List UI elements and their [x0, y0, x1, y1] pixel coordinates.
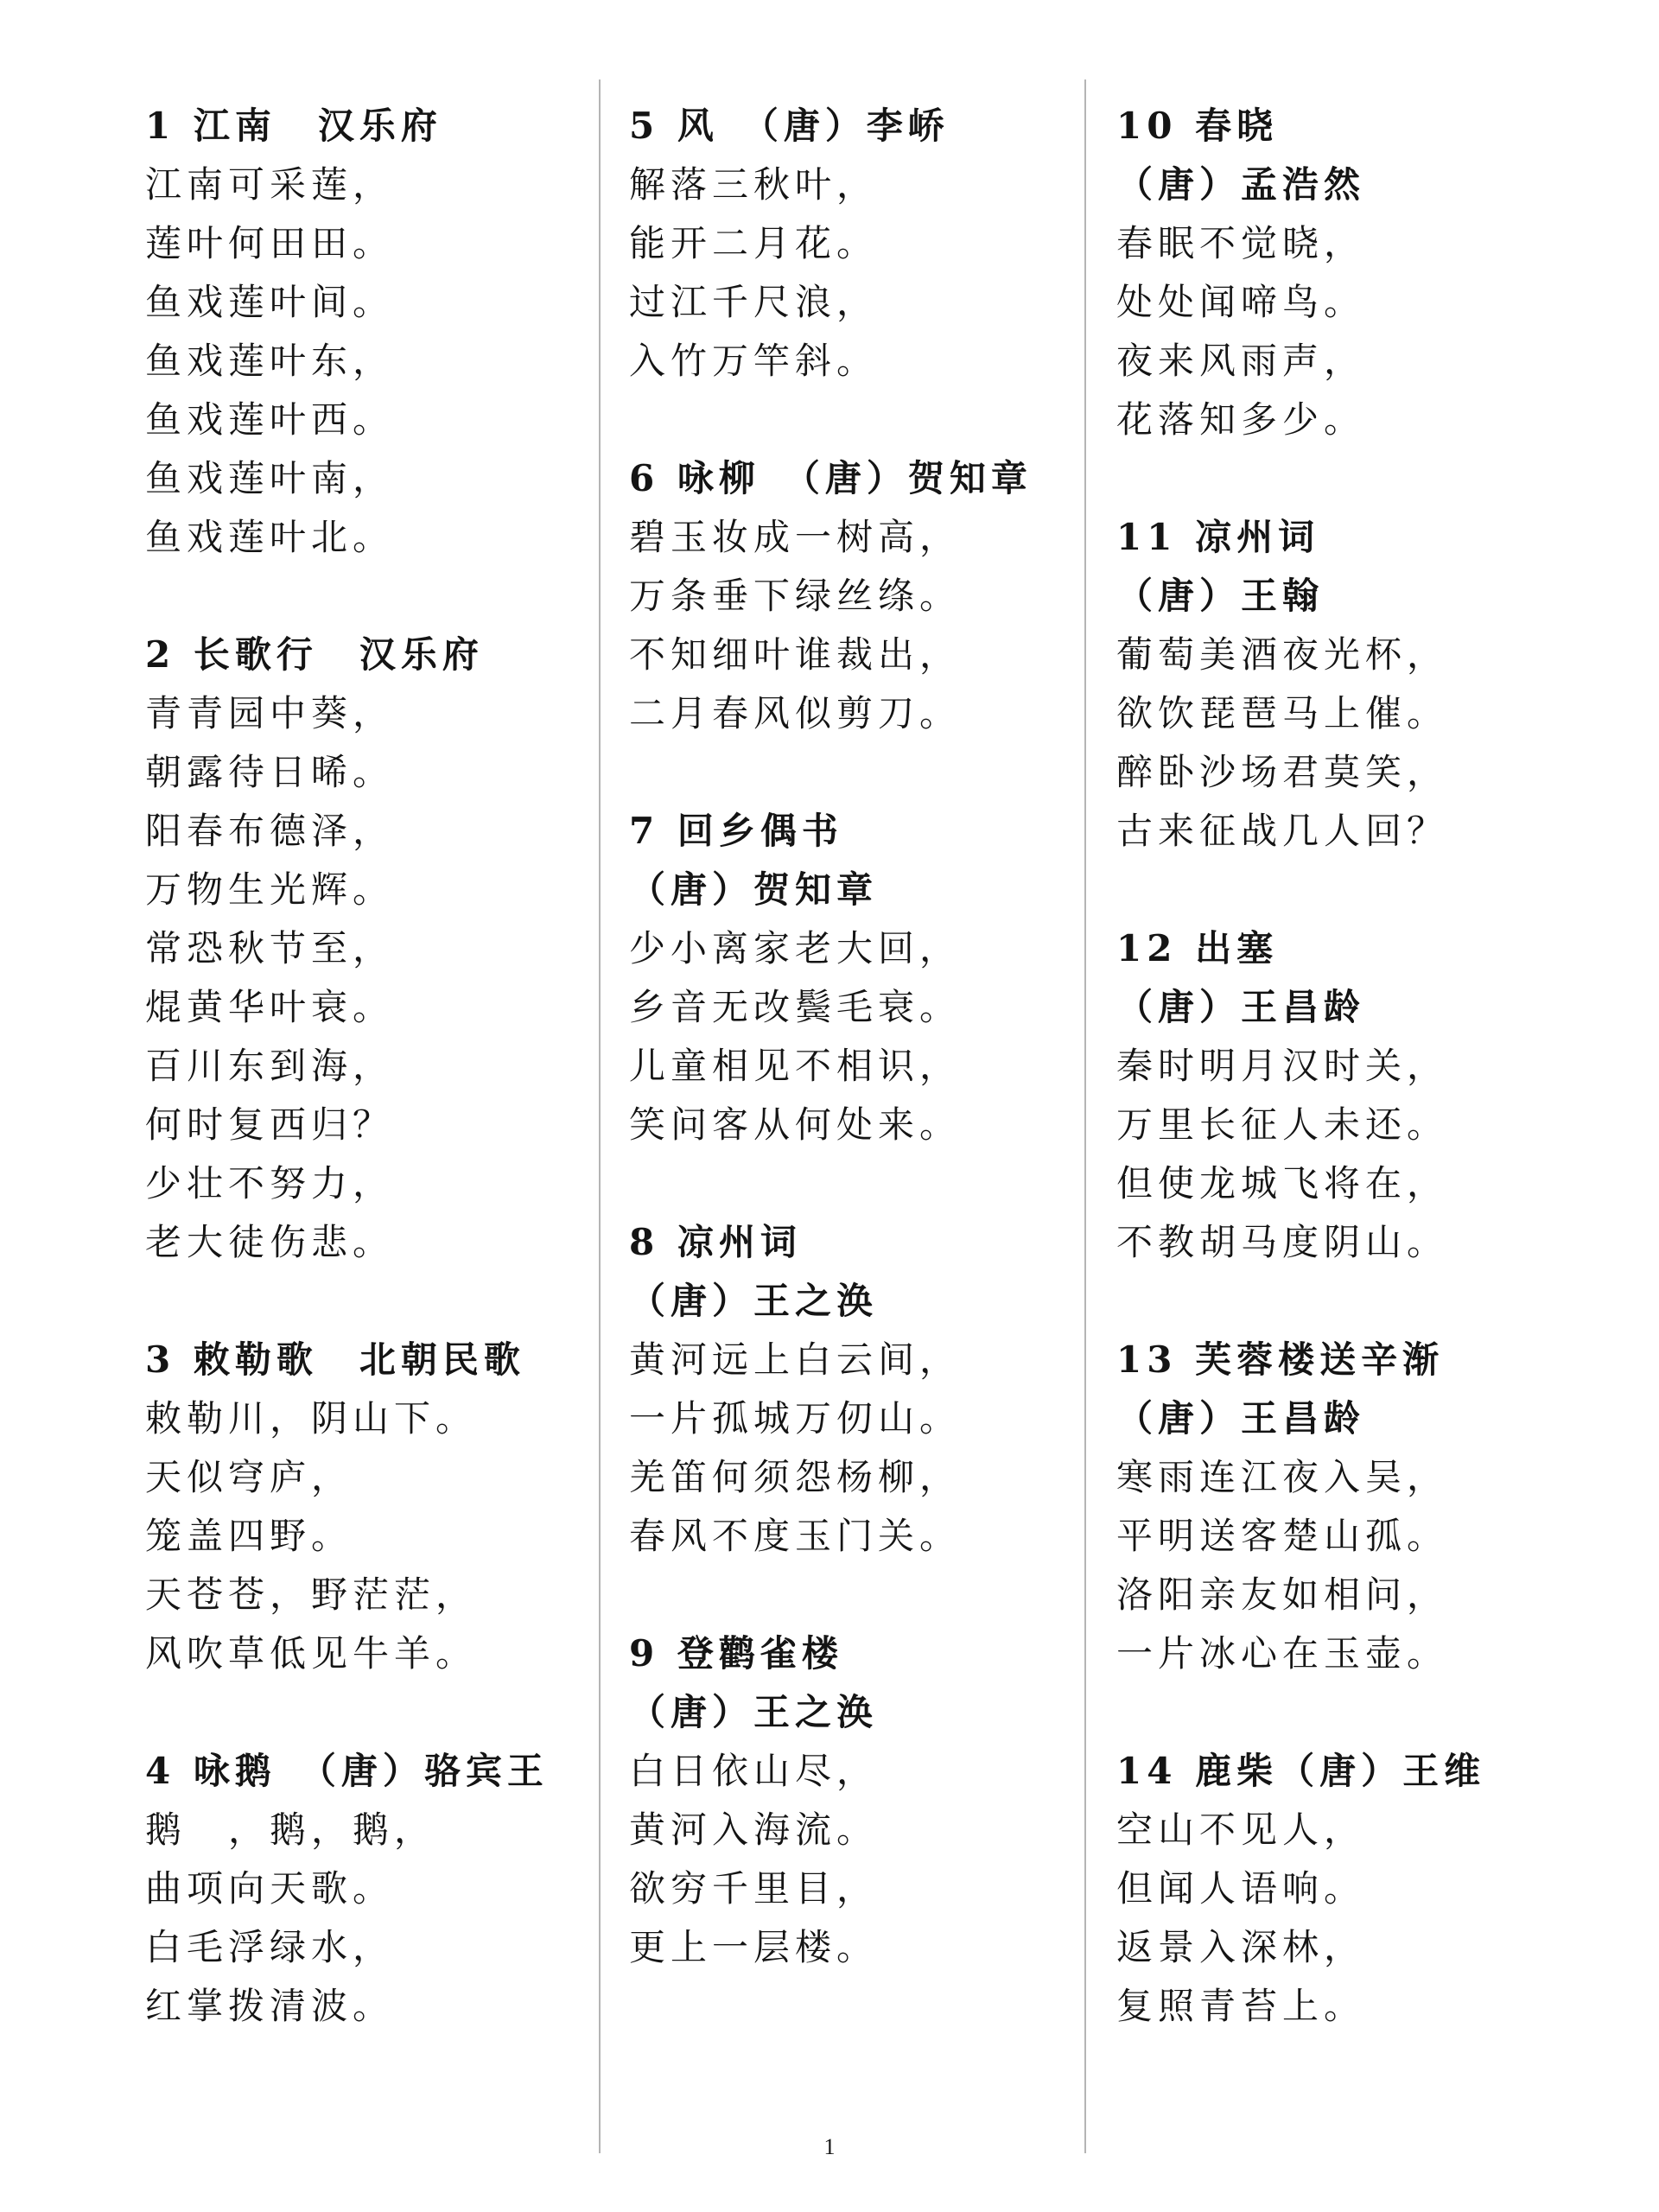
- poem-line: 碧玉妆成一树高，: [629, 516, 962, 558]
- poem-line: 花落知多少。: [1116, 398, 1366, 441]
- poem-line: 葡萄美酒夜光杯，: [1116, 633, 1449, 676]
- poem-line: 常恐秋节至，: [145, 927, 395, 969]
- poem-line: 一片冰心在玉壶。: [1116, 1632, 1449, 1675]
- poem-line: 白日依山尽，: [629, 1750, 879, 1792]
- poem-line: 曲项向天歌。: [145, 1867, 395, 1910]
- poem-line: 寒雨连江夜入吴，: [1116, 1456, 1449, 1498]
- poem-line: 笑问客从何处来。: [629, 1103, 962, 1146]
- poem-line: 黄河入海流。: [629, 1808, 879, 1851]
- poem-author: （唐）孟浩然: [1116, 163, 1366, 206]
- poem-author: （唐）王昌龄: [1116, 1397, 1366, 1440]
- poem-column-2: [629, 97, 1096, 2036]
- poem-title: 2 长歌行 汉乐府: [145, 633, 484, 676]
- poem: [145, 626, 612, 1272]
- poem-line: 莲叶何田田。: [145, 222, 395, 264]
- poem-author: （唐）王之涣: [629, 1691, 879, 1733]
- poem-line: 入竹万竿斜。: [629, 340, 879, 382]
- poem-line: 春眠不觉晓，: [1116, 222, 1366, 264]
- poem-line: 老大徒伤悲。: [145, 1221, 395, 1263]
- poem-line: 鱼戏莲叶东，: [145, 340, 395, 382]
- poem-line: 万里长征人未还。: [1116, 1103, 1449, 1146]
- poem-line: 秦时明月汉时关，: [1116, 1045, 1449, 1087]
- poem-line: 欲饮琵琶马上催。: [1116, 692, 1449, 734]
- poem: [145, 1331, 612, 1683]
- poem-title: 6 咏柳 （唐）贺知章: [629, 457, 1033, 499]
- poem: [629, 449, 1096, 743]
- poem-line: 青青园中葵，: [145, 692, 395, 734]
- poem-line: 百川东到海，: [145, 1045, 395, 1087]
- poem-line: 春风不度玉门关。: [629, 1515, 962, 1557]
- poem-title: 10 春晓: [1116, 105, 1279, 147]
- poem-line: 鱼戏莲叶北。: [145, 516, 395, 558]
- poem-title: 9 登鹳雀楼: [629, 1632, 843, 1675]
- poem-line: 鱼戏莲叶间。: [145, 281, 395, 323]
- poem-line: 羌笛何须怨杨柳，: [629, 1456, 962, 1498]
- poem-line: 乡音无改鬓毛衰。: [629, 986, 962, 1028]
- poem-line: 一片孤城万仞山。: [629, 1397, 962, 1440]
- poem: [1116, 1331, 1583, 1683]
- poem-line: 焜黄华叶衰。: [145, 986, 395, 1028]
- poem-line: 处处闻啼鸟。: [1116, 281, 1366, 323]
- poem-line: 鱼戏莲叶西。: [145, 398, 395, 441]
- poem-title: 11 凉州词: [1116, 516, 1320, 558]
- poem-line: 红掌拨清波。: [145, 1985, 395, 2027]
- poem-line: 少小离家老大回，: [629, 927, 962, 969]
- poem-line: 敕勒川，阴山下。: [145, 1397, 478, 1440]
- poem-line: 解落三秋叶，: [629, 163, 879, 206]
- poem-line: 江南可采莲，: [145, 163, 395, 206]
- poem-title: 12 出塞: [1116, 927, 1279, 969]
- poem-line: 鹅 ，鹅，鹅，: [145, 1808, 436, 1851]
- poem-line: 风吹草低见牛羊。: [145, 1632, 478, 1675]
- poem-line: 返景入深林，: [1116, 1926, 1366, 1968]
- poem-line: 过江千尺浪，: [629, 281, 879, 323]
- page-number: 1: [823, 2134, 836, 2159]
- poem-line: 夜来风雨声，: [1116, 340, 1366, 382]
- poem-line: 朝露待日晞。: [145, 751, 395, 793]
- poem-title: 8 凉州词: [629, 1221, 802, 1263]
- poem-line: 能开二月花。: [629, 222, 879, 264]
- poem-title: 5 风 （唐）李峤: [629, 105, 950, 147]
- poem-line: 笼盖四野。: [145, 1515, 353, 1557]
- poem-title: 4 咏鹅 （唐）骆宾王: [145, 1750, 549, 1792]
- poem-title: 3 敕勒歌 北朝民歌: [145, 1338, 525, 1381]
- poem-line: 万物生光辉。: [145, 868, 395, 911]
- poem-line: 更上一层楼。: [629, 1926, 879, 1968]
- poem-line: 儿童相见不相识，: [629, 1045, 962, 1087]
- poem-line: 复照青苔上。: [1116, 1985, 1366, 2027]
- poem-line: 二月春风似剪刀。: [629, 692, 962, 734]
- poem: [1116, 919, 1583, 1272]
- poem-line: 黄河远上白云间，: [629, 1338, 962, 1381]
- poem: [145, 1742, 612, 2036]
- poem: [1116, 1742, 1583, 2036]
- poem-line: 天苍苍，野茫茫，: [145, 1573, 478, 1616]
- poem: [629, 802, 1096, 1154]
- poem: [629, 97, 1096, 391]
- poem-title: 13 芙蓉楼送辛渐: [1116, 1338, 1445, 1381]
- poem-line: 不教胡马度阴山。: [1116, 1221, 1449, 1263]
- poem-author: （唐）王翰: [1116, 575, 1325, 617]
- poem-title: 1 江南 汉乐府: [145, 105, 442, 147]
- poem-line: 不知细叶谁裁出，: [629, 633, 962, 676]
- poem-line: 鱼戏莲叶南，: [145, 457, 395, 499]
- poem-line: 天似穹庐，: [145, 1456, 353, 1498]
- poem: [629, 1624, 1096, 1977]
- poem-title: 14 鹿柴（唐）王维: [1116, 1750, 1486, 1792]
- poem-line: 但闻人语响。: [1116, 1867, 1366, 1910]
- poem-line: 少壮不努力，: [145, 1162, 395, 1205]
- poem-line: 阳春布德泽，: [145, 810, 395, 852]
- poem: [1116, 97, 1583, 449]
- poem-line: 但使龙城飞将在，: [1116, 1162, 1449, 1205]
- poem-line: 古来征战几人回？: [1116, 810, 1449, 852]
- poem-line: 洛阳亲友如相问，: [1116, 1573, 1449, 1616]
- poem-column-3: [1116, 97, 1583, 2094]
- poem-author: （唐）贺知章: [629, 868, 879, 911]
- poem-line: 空山不见人，: [1116, 1808, 1366, 1851]
- poem-line: 白毛浮绿水，: [145, 1926, 395, 1968]
- poem-author: （唐）王之涣: [629, 1280, 879, 1322]
- poem-line: 平明送客楚山孤。: [1116, 1515, 1449, 1557]
- poem-line: 欲穷千里目，: [629, 1867, 879, 1910]
- poem-title: 7 回乡偶书: [629, 810, 843, 852]
- poem: [145, 97, 612, 567]
- poem-author: （唐）王昌龄: [1116, 986, 1366, 1028]
- poem-column-1: [145, 97, 612, 2094]
- poem-line: 何时复西归？: [145, 1103, 395, 1146]
- poem: [1116, 508, 1583, 861]
- poem-line: 万条垂下绿丝绦。: [629, 575, 962, 617]
- poem: [629, 1213, 1096, 1566]
- poem-line: 醉卧沙场君莫笑，: [1116, 751, 1449, 793]
